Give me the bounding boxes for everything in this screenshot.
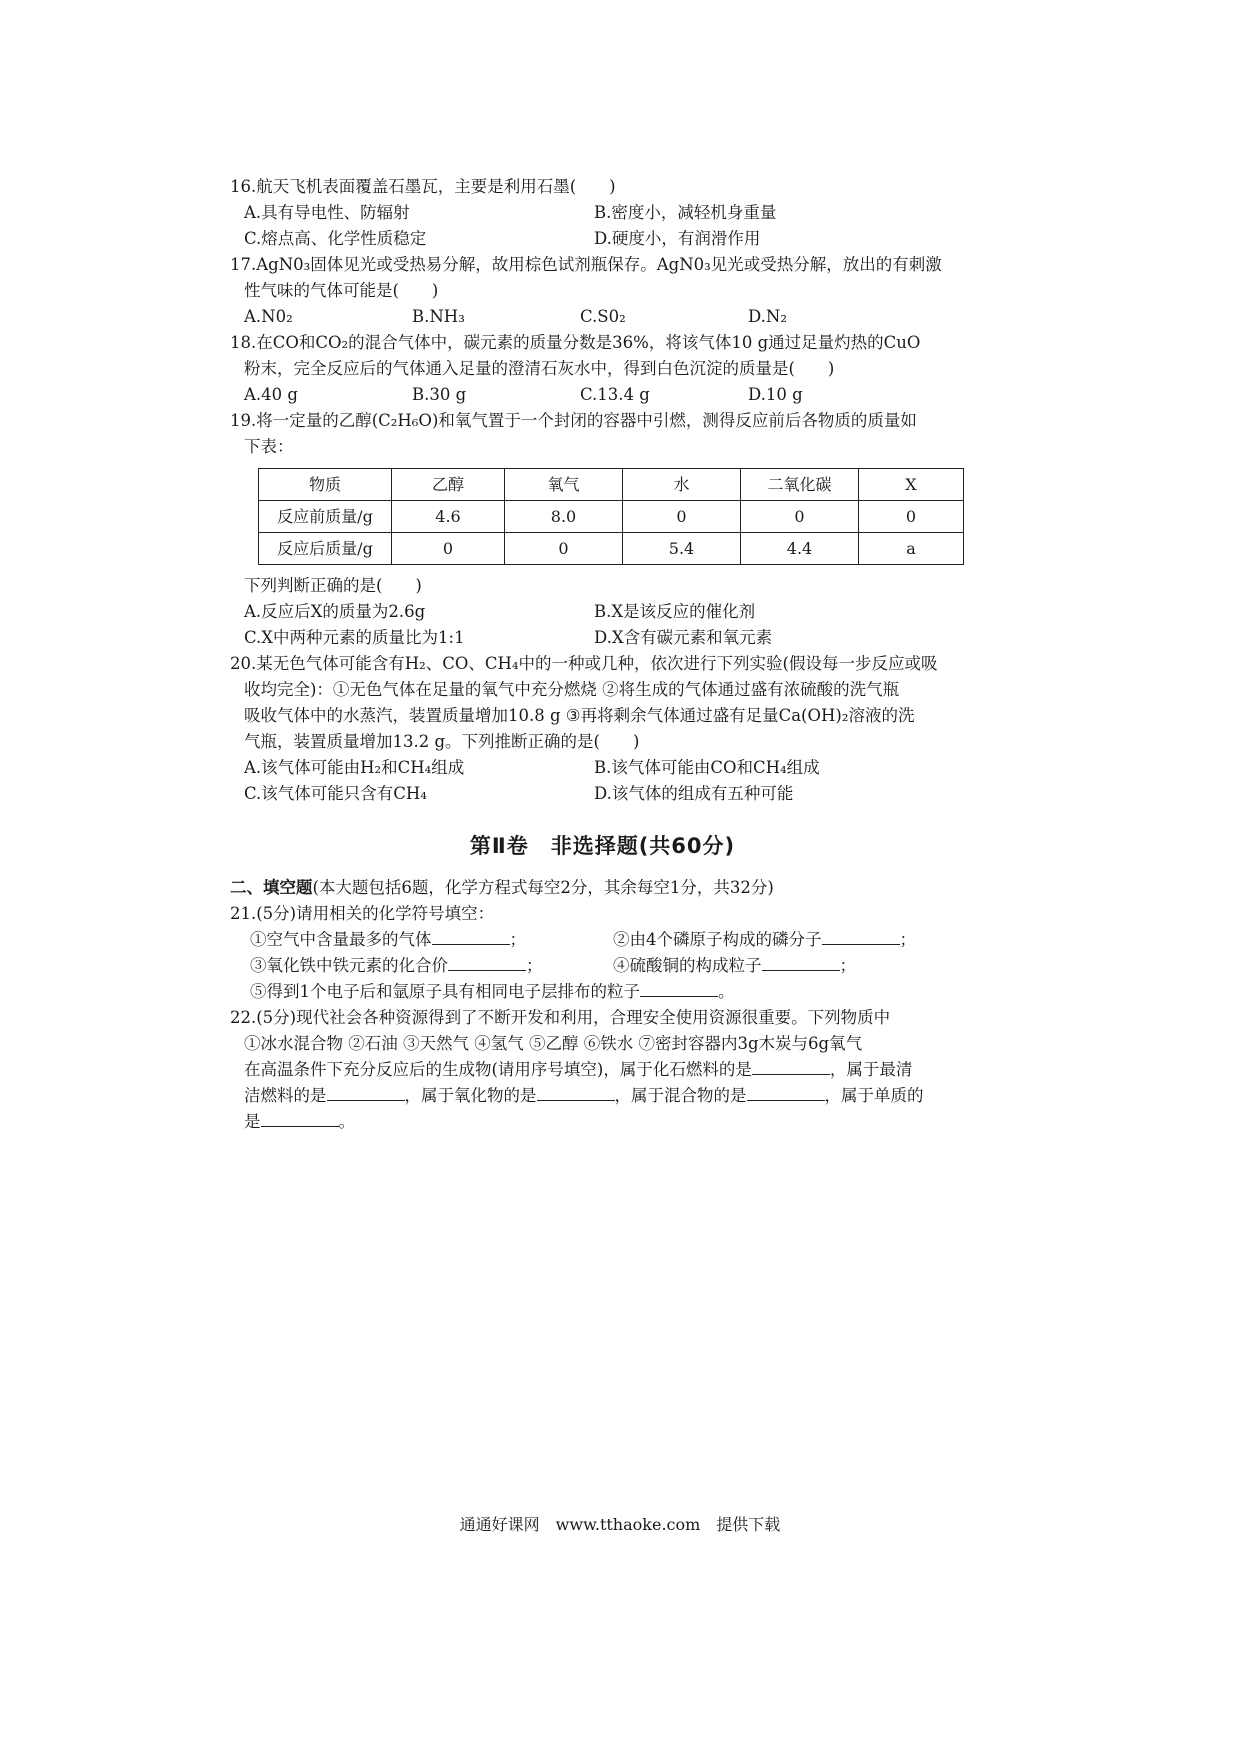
q21-item3 bbox=[250, 953, 613, 979]
q22-line4-text-d: ，属于单质的 bbox=[824, 1086, 924, 1105]
answer-blank[interactable] bbox=[752, 1058, 830, 1075]
answer-blank[interactable] bbox=[822, 928, 900, 945]
q18-option-a: A.40 g bbox=[244, 385, 298, 404]
q20-option-b: B.该气体可能由CO和CH₄组成 bbox=[594, 758, 820, 777]
download-footer: 通通好课网 www.tthaoke.com 提供下载 bbox=[459, 1515, 781, 1534]
q19-option-b: B.X是该反应的催化剂 bbox=[594, 602, 756, 621]
q16-option-c: C.熔点高、化学性质稳定 bbox=[244, 229, 427, 248]
part-2-heading bbox=[230, 875, 975, 901]
table-cell: 0 bbox=[623, 501, 741, 533]
q22-line3-tail: ，属于最清 bbox=[829, 1060, 913, 1079]
q16-option-d: D.硬度小，有润滑作用 bbox=[594, 229, 761, 248]
q20-stem-line3: 吸收气体中的水蒸汽，装置质量增加10.8 g ③再将剩余气体通过盛有足量Ca(OH)₂溶液的洗 bbox=[244, 706, 915, 725]
q22-line1: 22.(5分)现代社会各种资源得到了不断开发和利用，合理安全使用资源很重要。下列物质中 bbox=[230, 1008, 891, 1027]
q21-item4-text: ④硫酸铜的构成粒子 bbox=[613, 956, 762, 975]
table-cell: a bbox=[859, 533, 964, 565]
table-header-cell: 物质 bbox=[259, 469, 392, 501]
table-cell: 5.4 bbox=[623, 533, 741, 565]
q22-line2: ①冰水混合物 ②石油 ③天然气 ④氢气 ⑤乙醇 ⑥铁水 ⑦密封容器内3g木炭与6g氧气 bbox=[244, 1034, 863, 1053]
q18-option-b: B.30 g bbox=[412, 385, 467, 404]
q19-question: 下列判断正确的是( ) bbox=[244, 576, 422, 595]
q19-option-c: C.X中两种元素的质量比为1:1 bbox=[244, 628, 465, 647]
q18-option-c: C.13.4 g bbox=[580, 385, 650, 404]
q21-sep: ； bbox=[839, 956, 856, 975]
q22-line5 bbox=[230, 1109, 975, 1135]
q21-row2 bbox=[230, 953, 975, 979]
table-header-cell: 氧气 bbox=[505, 469, 623, 501]
q18-options bbox=[230, 382, 975, 408]
table-cell: 8.0 bbox=[505, 501, 623, 533]
q19-mass-table bbox=[258, 468, 964, 565]
q19-stem-line1: 19.将一定量的乙醇(C₂H₆O)和氧气置于一个封闭的容器中引燃，测得反应前后各物质的质量如 bbox=[230, 411, 917, 430]
q21-item4 bbox=[613, 953, 856, 979]
q16-option-b: B.密度小，减轻机身重量 bbox=[594, 203, 777, 222]
table-header-cell: 水 bbox=[623, 469, 741, 501]
table-cell: 反应后质量/g bbox=[259, 533, 392, 565]
q21-sep: ； bbox=[509, 930, 526, 949]
q20-stem-line1: 20.某无色气体可能含有H₂、CO、CH₄中的一种或几种，依次进行下列实验(假设每一步反应或吸 bbox=[230, 654, 938, 673]
q17-option-a: A.N0₂ bbox=[244, 307, 293, 326]
q17-stem-line2: 性气味的气体可能是( ) bbox=[244, 281, 439, 300]
table-header-cell: 乙醇 bbox=[392, 469, 505, 501]
q16-options-row1 bbox=[230, 200, 975, 226]
table-cell: 0 bbox=[741, 501, 859, 533]
section-2-title: 第Ⅱ卷 非选择题(共60分) bbox=[469, 834, 736, 858]
answer-blank[interactable] bbox=[327, 1084, 405, 1101]
table-cell: 反应前质量/g bbox=[259, 501, 392, 533]
table-header-cell: 二氧化碳 bbox=[741, 469, 859, 501]
q21-sep: ； bbox=[899, 930, 916, 949]
exam-content bbox=[230, 174, 975, 1135]
part-2-label: 二、填空题 bbox=[230, 878, 313, 897]
q20-stem-line4: 气瓶，装置质量增加13.2 g。下列推断正确的是( ) bbox=[244, 732, 640, 751]
answer-blank[interactable] bbox=[747, 1084, 825, 1101]
q16-option-a: A.具有导电性、防辐射 bbox=[244, 203, 410, 222]
q20-stem-line2: 收均完全)：①无色气体在足量的氧气中充分燃烧 ②将生成的气体通过盛有浓硫酸的洗气瓶 bbox=[244, 680, 900, 699]
answer-blank[interactable] bbox=[432, 928, 510, 945]
q20-option-a: A.该气体可能由H₂和CH₄组成 bbox=[244, 758, 465, 777]
q19-stem-line2: 下表： bbox=[244, 437, 294, 456]
q22-line5-text: 是 bbox=[244, 1112, 261, 1131]
q16-stem: 16.航天飞机表面覆盖石墨瓦，主要是利用石墨( ) bbox=[230, 177, 616, 196]
q22-line4-text-a: 洁燃料的是 bbox=[244, 1086, 327, 1105]
q19-option-d: D.X含有碳元素和氧元素 bbox=[594, 628, 773, 647]
q22-line3 bbox=[230, 1057, 975, 1083]
answer-blank[interactable] bbox=[261, 1110, 339, 1127]
q17-option-b: B.NH₃ bbox=[412, 307, 465, 326]
answer-blank[interactable] bbox=[640, 980, 718, 997]
q21-item2 bbox=[613, 927, 916, 953]
q20-option-c: C.该气体可能只含有CH₄ bbox=[244, 784, 427, 803]
q21-stem: 21.(5分)请用相关的化学符号填空： bbox=[230, 904, 495, 923]
q22-line4 bbox=[230, 1083, 975, 1109]
q22-line3-text: 在高温条件下充分反应后的生成物(请用序号填空)，属于化石燃料的是 bbox=[244, 1060, 752, 1079]
q17-option-c: C.S0₂ bbox=[580, 307, 626, 326]
q20-option-d: D.该气体的组成有五种可能 bbox=[594, 784, 794, 803]
answer-blank[interactable] bbox=[448, 954, 526, 971]
q21-row3 bbox=[230, 979, 975, 1005]
table-cell: 0 bbox=[392, 533, 505, 565]
q22-line4-text-c: ，属于混合物的是 bbox=[614, 1086, 747, 1105]
q21-item2-text: ②由4个磷原子构成的磷分子 bbox=[613, 930, 822, 949]
q20-options-row1 bbox=[230, 755, 975, 781]
q18-stem-line1: 18.在CO和CO₂的混合气体中，碳元素的质量分数是36%，将该气体10 g通过足量灼热的CuO bbox=[230, 333, 921, 352]
table-cell: 0 bbox=[859, 501, 964, 533]
table-cell: 4.6 bbox=[392, 501, 505, 533]
answer-blank[interactable] bbox=[537, 1084, 615, 1101]
q19-options-row2 bbox=[230, 625, 975, 651]
part-2-description: (本大题包括6题，化学方程式每空2分，其余每空1分，共32分) bbox=[312, 878, 774, 897]
table-cell: 4.4 bbox=[741, 533, 859, 565]
q21-item3-text: ③氧化铁中铁元素的化合价 bbox=[250, 956, 448, 975]
q21-row1 bbox=[230, 927, 975, 953]
q17-option-d: D.N₂ bbox=[748, 307, 787, 326]
answer-blank[interactable] bbox=[762, 954, 840, 971]
q17-stem-line1: 17.AgN0₃固体见光或受热易分解，故用棕色试剂瓶保存。AgN0₃见光或受热分解，放出的有刺激 bbox=[230, 255, 942, 274]
q21-item1-text: ①空气中含量最多的气体 bbox=[250, 930, 432, 949]
table-header-row bbox=[259, 469, 964, 501]
q21-item5-text: ⑤得到1个电子后和氩原子具有相同电子层排布的粒子 bbox=[250, 982, 640, 1001]
table-header-cell: X bbox=[859, 469, 964, 501]
q21-end: 。 bbox=[718, 982, 735, 1001]
q21-sep: ； bbox=[526, 956, 543, 975]
q21-item5 bbox=[250, 979, 735, 1005]
table-row bbox=[259, 533, 964, 565]
q19-option-a: A.反应后X的质量为2.6g bbox=[244, 602, 426, 621]
q21-item1 bbox=[250, 927, 613, 953]
q17-options bbox=[230, 304, 975, 330]
q16-options-row2 bbox=[230, 226, 975, 252]
table-row bbox=[259, 501, 964, 533]
table-cell: 0 bbox=[505, 533, 623, 565]
q18-option-d: D.10 g bbox=[748, 385, 803, 404]
q18-stem-line2: 粉末，完全反应后的气体通入足量的澄清石灰水中，得到白色沉淀的质量是( ) bbox=[244, 359, 835, 378]
q22-line4-text-b: ，属于氧化物的是 bbox=[404, 1086, 537, 1105]
q20-options-row2 bbox=[230, 781, 975, 807]
q19-options-row1 bbox=[230, 599, 975, 625]
q22-line5-end: 。 bbox=[338, 1112, 355, 1131]
